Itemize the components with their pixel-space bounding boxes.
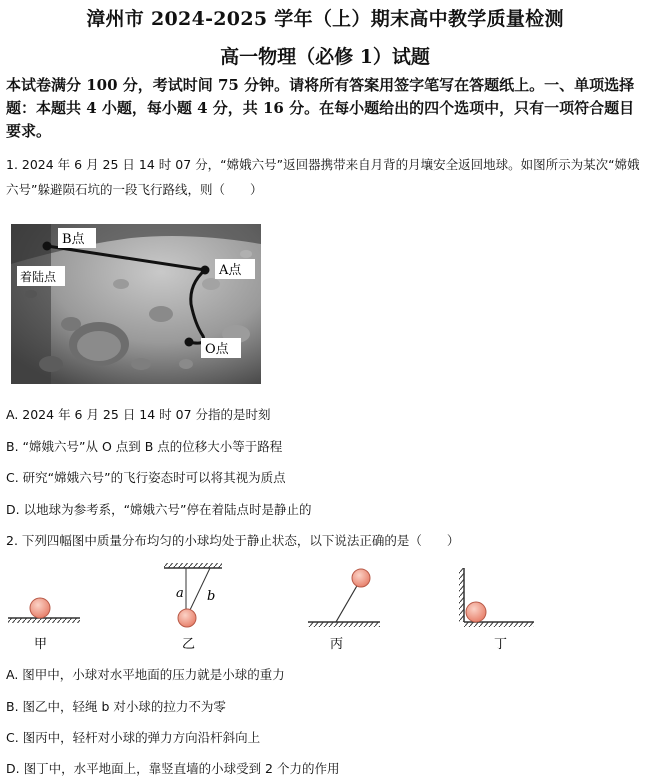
q1-option-c: C. 研究“嫦娥六号”的飞行姿态时可以将其视为质点 (6, 470, 286, 485)
figure-bing (308, 569, 380, 652)
page-title: 漳州市 2024-2025 学年（上）期末高中教学质量检测 (86, 8, 564, 30)
exam-instructions: 本试卷满分 100 分，考试时间 75 分钟。请将所有答案用签字笔写在答题纸上。一、单项选择题：本题共 4 小题，每小题 4 分，共 16 分。在每小题给出的四个选项中，只有一项符合题目要求。 (6, 76, 635, 140)
ball-ding (466, 602, 486, 622)
label-yi: 乙 (182, 637, 196, 652)
ball-yi (178, 609, 196, 627)
figure-ding (459, 568, 534, 652)
ball-equilibrium-figures (0, 560, 650, 660)
label-jia: 甲 (34, 637, 48, 652)
label-ding: 丁 (494, 637, 508, 652)
q2-option-c: C. 图丙中，轻杆对小球的弹力方向沿杆斜向上 (6, 730, 261, 745)
question-2-stem: 2. 下列四幅图中质量分布均匀的小球均处于静止状态，以下说法正确的是（ ） (6, 533, 460, 548)
label-rope-a: a (176, 586, 184, 601)
label-landing: 着陆点 (20, 270, 57, 284)
point-b-marker (43, 242, 52, 251)
label-bing: 丙 (330, 637, 344, 652)
q1-option-d: D. 以地球为参考系，“嫦娥六号”停在着陆点时是静止的 (6, 502, 312, 517)
point-o-marker (185, 338, 194, 347)
q1-option-a: A. 2024 年 6 月 25 日 14 时 07 分指的是时刻 (6, 407, 271, 422)
point-a-marker (201, 266, 210, 275)
label-o: O点 (205, 342, 229, 357)
q2-option-d: D. 图丁中，水平地面上，靠竖直墙的小球受到 2 个力的作用 (6, 761, 340, 776)
ball-jia (30, 598, 50, 618)
q1-option-b: B. “嫦娥六号”从 O 点到 B 点的位移大小等于路程 (6, 439, 283, 454)
figure-yi (164, 563, 222, 652)
q2-option-b: B. 图乙中，轻绳 b 对小球的拉力不为零 (6, 699, 226, 714)
page-subtitle: 高一物理（必修 1）试题 (220, 46, 430, 68)
figure-jia (8, 598, 80, 652)
moon-flight-path-figure (11, 224, 261, 384)
label-a: A点 (219, 263, 242, 278)
question-1-stem: 1. 2024 年 6 月 25 日 14 时 07 分，“嫦娥六号”返回器携带来自月背的月壤安全返回地球。如图所示为某次“嫦娥六号”躲避陨石坑的一段飞行路线，则（ ） (6, 157, 640, 197)
ball-bing (352, 569, 370, 587)
q2-option-a: A. 图甲中，小球对水平地面的压力就是小球的重力 (6, 667, 285, 682)
label-rope-b: b (207, 589, 216, 604)
label-b: B点 (62, 232, 85, 247)
